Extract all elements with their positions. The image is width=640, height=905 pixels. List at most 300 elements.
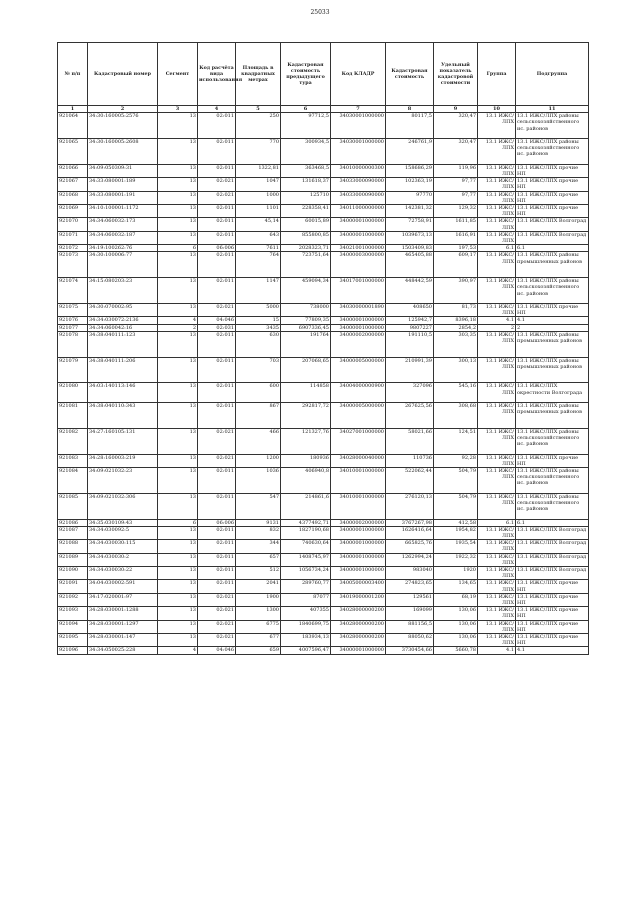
row-number-cell: 921064 — [58, 113, 88, 139]
table-row — [58, 468, 589, 494]
column-header: Удельный показатель кадастровой стоимости — [434, 43, 478, 106]
segment-cell: 13 — [158, 454, 198, 467]
kladr-code-cell: 34027001000000 — [331, 428, 386, 454]
cadastral-number-cell: 34:30:160005:2576 — [88, 113, 158, 139]
table-row — [58, 324, 589, 331]
cadastral-cost-cell: 267625,56 — [386, 403, 434, 429]
row-number-cell: 921082 — [58, 428, 88, 454]
kladr-code-cell: 34000001000000 — [331, 324, 386, 331]
previous-cost-cell: 97712,5 — [281, 113, 331, 139]
kladr-code-cell: 34000001000000 — [331, 647, 386, 654]
cadastral-number-cell: 34:38:040111:206 — [88, 357, 158, 383]
table-row — [58, 191, 589, 204]
group-cell: 13.1 ИЖС/ЛПХ — [478, 454, 516, 467]
usage-code-cell: 02:011 — [198, 331, 236, 357]
usage-code-cell: 02:021 — [198, 178, 236, 191]
kladr-code-cell: 34011000000000 — [331, 205, 386, 218]
table-row — [58, 164, 589, 177]
cadastral-number-cell: 34:34:060032:187 — [88, 231, 158, 244]
specific-cost-cell: 68,19 — [434, 593, 478, 606]
subgroup-cell: 4.1 — [516, 317, 589, 324]
subgroup-cell: 13.1 ИЖС/ЛПХ районы сельскохозяйственного ис. районов — [516, 468, 589, 494]
row-number-cell: 921084 — [58, 468, 88, 494]
area-cell: 2041 — [236, 580, 281, 593]
group-cell: 13.1 ИЖС/ЛПХ — [478, 164, 516, 177]
segment-cell: 13 — [158, 468, 198, 494]
previous-cost-cell: 4007596,47 — [281, 647, 331, 654]
specific-cost-cell: 134,65 — [434, 580, 478, 593]
previous-cost-cell: 292817,72 — [281, 403, 331, 429]
group-cell: 13.1 ИЖС/ЛПХ — [478, 468, 516, 494]
column-number: 5 — [236, 106, 281, 113]
subgroup-cell: 13.1 ИЖС/ЛПХ окрестности Волгограда — [516, 383, 589, 403]
segment-cell: 6 — [158, 245, 198, 252]
previous-cost-cell: 87077 — [281, 593, 331, 606]
cadastral-cost-cell: 522062,44 — [386, 468, 434, 494]
area-cell: 1000 — [236, 191, 281, 204]
table-row — [58, 634, 589, 647]
table-row — [58, 357, 589, 383]
usage-code-cell: 02:031 — [198, 324, 236, 331]
column-number: 4 — [198, 106, 236, 113]
row-number-cell: 921068 — [58, 191, 88, 204]
column-header: Код КЛАДР — [331, 43, 386, 106]
subgroup-cell: 2 — [516, 324, 589, 331]
row-number-cell: 921078 — [58, 331, 88, 357]
cadastral-table — [57, 42, 589, 655]
segment-cell: 13 — [158, 634, 198, 647]
area-cell: 1036 — [236, 468, 281, 494]
table-row — [58, 317, 589, 324]
cadastral-number-cell: 34:33:080001:191 — [88, 191, 158, 204]
table-row — [58, 567, 589, 580]
kladr-code-cell: 34000005000000 — [331, 357, 386, 383]
usage-code-cell: 02:021 — [198, 593, 236, 606]
specific-cost-cell: 300,13 — [434, 357, 478, 383]
usage-code-cell: 04:046 — [198, 647, 236, 654]
row-number-cell: 921067 — [58, 178, 88, 191]
cadastral-number-cell: 34:19:100262:76 — [88, 245, 158, 252]
table-body — [58, 106, 589, 655]
area-cell: 764 — [236, 252, 281, 278]
area-cell: 600 — [236, 383, 281, 403]
table-row — [58, 526, 589, 539]
specific-cost-cell: 412,58 — [434, 519, 478, 526]
usage-code-cell: 02:021 — [198, 634, 236, 647]
usage-code-cell: 02:021 — [198, 607, 236, 620]
specific-cost-cell: 8396,18 — [434, 317, 478, 324]
subgroup-cell: 13.1 ИЖС/ЛПХ районы сельскохозяйственного ис. районов — [516, 113, 589, 139]
area-cell: 630 — [236, 331, 281, 357]
table-row — [58, 493, 589, 519]
previous-cost-cell: 191764 — [281, 331, 331, 357]
table-row — [58, 383, 589, 403]
group-cell: 13.1 ИЖС/ЛПХ — [478, 231, 516, 244]
row-number-cell: 921077 — [58, 324, 88, 331]
row-number-cell: 921088 — [58, 540, 88, 553]
area-cell: 1900 — [236, 593, 281, 606]
kladr-code-cell: 34000001000000 — [331, 231, 386, 244]
subgroup-cell: 13.1 ИЖС/ЛПХ Волгоград — [516, 567, 589, 580]
kladr-code-cell: 34030001000000 — [331, 139, 386, 165]
specific-cost-cell: 504,79 — [434, 493, 478, 519]
cadastral-number-cell: 34:34:060042:16 — [88, 324, 158, 331]
area-cell: 643 — [236, 231, 281, 244]
row-number-cell: 921092 — [58, 593, 88, 606]
cadastral-number-cell: 34:28:030001:1288 — [88, 607, 158, 620]
subgroup-cell: 13.1 ИЖС/ЛПХ районы сельскохозяйственного ис. районов — [516, 428, 589, 454]
group-cell: 13.1 ИЖС/ЛПХ — [478, 357, 516, 383]
specific-cost-cell: 2854,2 — [434, 324, 478, 331]
cadastral-number-cell: 34:38:040110:343 — [88, 403, 158, 429]
usage-code-cell: 02:021 — [198, 620, 236, 633]
row-number-cell: 921074 — [58, 278, 88, 304]
cadastral-cost-cell: 274823,65 — [386, 580, 434, 593]
cadastral-cost-cell: 142381,32 — [386, 205, 434, 218]
specific-cost-cell: 130,06 — [434, 634, 478, 647]
group-cell: 13.1 ИЖС/ЛПХ — [478, 428, 516, 454]
kladr-code-cell: 34028000040000 — [331, 454, 386, 467]
previous-cost-cell: 207068,65 — [281, 357, 331, 383]
kladr-code-cell: 34000002000000 — [331, 331, 386, 357]
cadastral-cost-cell: 125942,7 — [386, 317, 434, 324]
column-number: 2 — [88, 106, 158, 113]
kladr-code-cell: 34021001000000 — [331, 245, 386, 252]
specific-cost-cell: 197,53 — [434, 245, 478, 252]
area-cell: 15 — [236, 317, 281, 324]
previous-cost-cell: 114858 — [281, 383, 331, 403]
kladr-code-cell: 34000005000000 — [331, 403, 386, 429]
usage-code-cell: 02:021 — [198, 454, 236, 467]
area-cell: 1147 — [236, 278, 281, 304]
specific-cost-cell: 1611,85 — [434, 218, 478, 231]
cadastral-cost-cell: 210991,39 — [386, 357, 434, 383]
area-cell: 677 — [236, 634, 281, 647]
previous-cost-cell: 459094,34 — [281, 278, 331, 304]
area-cell: 9131 — [236, 519, 281, 526]
specific-cost-cell: 1954,82 — [434, 526, 478, 539]
specific-cost-cell: 5660,78 — [434, 647, 478, 654]
subgroup-cell: 13.1 ИЖС/ЛПХ районы промышленных районов — [516, 403, 589, 429]
usage-code-cell: 02:011 — [198, 252, 236, 278]
group-cell: 13.1 ИЖС/ЛПХ — [478, 218, 516, 231]
subgroup-cell: 13.1 ИЖС/ЛПХ Волгоград — [516, 540, 589, 553]
subgroup-cell: 4.1 — [516, 647, 589, 654]
group-cell: 13.1 ИЖС/ЛПХ — [478, 593, 516, 606]
cadastral-cost-cell: 881156,5 — [386, 620, 434, 633]
area-cell: 250 — [236, 113, 281, 139]
subgroup-cell: 13.1 ИЖС/ЛПХ Волгоград — [516, 231, 589, 244]
subgroup-cell: 6.1 — [516, 245, 589, 252]
previous-cost-cell: 1827190,68 — [281, 526, 331, 539]
table-row — [58, 403, 589, 429]
cadastral-number-cell: 34:35:030109:43 — [88, 519, 158, 526]
previous-cost-cell: 1056734,24 — [281, 567, 331, 580]
cadastral-cost-cell: 983040 — [386, 567, 434, 580]
area-cell: 703 — [236, 357, 281, 383]
kladr-code-cell: 34010001000000 — [331, 493, 386, 519]
previous-cost-cell: 131618,37 — [281, 178, 331, 191]
subgroup-cell: 13.1 ИЖС/ЛПХ прочие НП — [516, 620, 589, 633]
subgroup-cell: 13.1 ИЖС/ЛПХ прочие НП — [516, 164, 589, 177]
subgroup-cell: 13.1 ИЖС/ЛПХ прочие НП — [516, 178, 589, 191]
specific-cost-cell: 92,28 — [434, 454, 478, 467]
column-number: 9 — [434, 106, 478, 113]
kladr-code-cell: 34030001000000 — [331, 113, 386, 139]
group-cell: 13.1 ИЖС/ЛПХ — [478, 540, 516, 553]
row-number-cell: 921086 — [58, 519, 88, 526]
cadastral-number-cell: 34:30:070002:95 — [88, 304, 158, 317]
previous-cost-cell: 1840699,75 — [281, 620, 331, 633]
usage-code-cell: 02:011 — [198, 580, 236, 593]
segment-cell: 13 — [158, 493, 198, 519]
segment-cell: 13 — [158, 357, 198, 383]
specific-cost-cell: 1920 — [434, 567, 478, 580]
usage-code-cell: 02:011 — [198, 231, 236, 244]
segment-cell: 13 — [158, 593, 198, 606]
segment-cell: 13 — [158, 580, 198, 593]
table-row — [58, 620, 589, 633]
previous-cost-cell: 214861,6 — [281, 493, 331, 519]
cadastral-cost-cell: 327096 — [386, 383, 434, 403]
previous-cost-cell: 723751,64 — [281, 252, 331, 278]
previous-cost-cell: 4377492,71 — [281, 519, 331, 526]
specific-cost-cell: 320,47 — [434, 139, 478, 165]
kladr-code-cell: 34017001000000 — [331, 278, 386, 304]
group-cell: 4.1 — [478, 647, 516, 654]
subgroup-cell: 13.1 ИЖС/ЛПХ Волгоград — [516, 553, 589, 566]
usage-code-cell: 02:011 — [198, 139, 236, 165]
previous-cost-cell: 363468,5 — [281, 164, 331, 177]
usage-code-cell: 02:011 — [198, 278, 236, 304]
cadastral-cost-cell: 9807227 — [386, 324, 434, 331]
kladr-code-cell: 34028000000200 — [331, 607, 386, 620]
area-cell: 1101 — [236, 205, 281, 218]
specific-cost-cell: 97,77 — [434, 178, 478, 191]
specific-cost-cell: 124,51 — [434, 428, 478, 454]
row-number-cell: 921065 — [58, 139, 88, 165]
segment-cell: 13 — [158, 540, 198, 553]
kladr-code-cell: 34004000000900 — [331, 383, 386, 403]
subgroup-cell: 13.1 ИЖС/ЛПХ прочие НП — [516, 304, 589, 317]
cadastral-number-cell: 34:34:060032:173 — [88, 218, 158, 231]
previous-cost-cell: 289760,77 — [281, 580, 331, 593]
usage-code-cell: 02:011 — [198, 357, 236, 383]
kladr-code-cell: 34033000090000 — [331, 191, 386, 204]
column-header: Код расчёта вида использования — [198, 43, 236, 106]
specific-cost-cell: 97,77 — [434, 191, 478, 204]
usage-code-cell: 02:011 — [198, 553, 236, 566]
area-cell: 659 — [236, 647, 281, 654]
column-header: Кадастровая стоимость — [386, 43, 434, 106]
segment-cell: 13 — [158, 218, 198, 231]
segment-cell: 4 — [158, 317, 198, 324]
subgroup-cell: 13.1 ИЖС/ЛПХ прочие НП — [516, 607, 589, 620]
table-row — [58, 245, 589, 252]
cadastral-number-cell: 34:10:100001:1172 — [88, 205, 158, 218]
usage-code-cell: 02:011 — [198, 567, 236, 580]
cadastral-number-cell: 34:34:050025:228 — [88, 647, 158, 654]
group-cell: 2 — [478, 324, 516, 331]
previous-cost-cell: 6907336,45 — [281, 324, 331, 331]
group-cell: 13.1 ИЖС/ЛПХ — [478, 580, 516, 593]
cadastral-number-cell: 34:30:100006:77 — [88, 252, 158, 278]
column-number-row — [58, 106, 589, 113]
kladr-code-cell: 34000001000000 — [331, 218, 386, 231]
subgroup-cell: 13.1 ИЖС/ЛПХ районы промышленных районов — [516, 357, 589, 383]
cadastral-number-cell: 34:28:160003:219 — [88, 454, 158, 467]
kladr-code-cell: 34005000003400 — [331, 580, 386, 593]
specific-cost-cell: 320,47 — [434, 113, 478, 139]
row-number-cell: 921073 — [58, 252, 88, 278]
subgroup-cell: 13.1 ИЖС/ЛПХ прочие НП — [516, 191, 589, 204]
kladr-code-cell: 34028000000200 — [331, 634, 386, 647]
kladr-code-cell: 34000002000000 — [331, 519, 386, 526]
usage-code-cell: 04:046 — [198, 317, 236, 324]
previous-cost-cell: 738000 — [281, 304, 331, 317]
cadastral-cost-cell: 158686,29 — [386, 164, 434, 177]
specific-cost-cell: 545,16 — [434, 383, 478, 403]
usage-code-cell: 02:011 — [198, 383, 236, 403]
subgroup-cell: 13.1 ИЖС/ЛПХ районы промышленных районов — [516, 252, 589, 278]
segment-cell: 13 — [158, 331, 198, 357]
group-cell: 13.1 ИЖС/ЛПХ — [478, 634, 516, 647]
area-cell: 770 — [236, 139, 281, 165]
kladr-code-cell: 34010000000300 — [331, 164, 386, 177]
group-cell: 13.1 ИЖС/ЛПХ — [478, 113, 516, 139]
segment-cell: 13 — [158, 205, 198, 218]
cadastral-number-cell: 34:09:021032:306 — [88, 493, 158, 519]
column-number: 6 — [281, 106, 331, 113]
area-cell: 45,14 — [236, 218, 281, 231]
group-cell: 13.1 ИЖС/ЛПХ — [478, 278, 516, 304]
specific-cost-cell: 504,79 — [434, 468, 478, 494]
row-number-cell: 921069 — [58, 205, 88, 218]
segment-cell: 13 — [158, 252, 198, 278]
cadastral-cost-cell: 1626416,64 — [386, 526, 434, 539]
kladr-code-cell: 34033000090000 — [331, 178, 386, 191]
specific-cost-cell: 390,97 — [434, 278, 478, 304]
segment-cell: 13 — [158, 428, 198, 454]
segment-cell: 13 — [158, 191, 198, 204]
column-number: 1 — [58, 106, 88, 113]
group-cell: 13.1 ИЖС/ЛПХ — [478, 383, 516, 403]
group-cell: 13.1 ИЖС/ЛПХ — [478, 607, 516, 620]
row-number-cell: 921094 — [58, 620, 88, 633]
row-number-cell: 921080 — [58, 383, 88, 403]
previous-cost-cell: 407355 — [281, 607, 331, 620]
column-number: 7 — [331, 106, 386, 113]
previous-cost-cell: 121327,76 — [281, 428, 331, 454]
specific-cost-cell: 130,06 — [434, 607, 478, 620]
kladr-code-cell: 34000001000000 — [331, 317, 386, 324]
area-cell: 5000 — [236, 304, 281, 317]
subgroup-cell: 13.1 ИЖС/ЛПХ прочие НП — [516, 454, 589, 467]
cadastral-number-cell: 34:38:040111:123 — [88, 331, 158, 357]
cadastral-number-cell: 34:30:160005:2608 — [88, 139, 158, 165]
cadastral-cost-cell: 97770 — [386, 191, 434, 204]
cadastral-number-cell: 34:09:021032:23 — [88, 468, 158, 494]
group-cell: 13.1 ИЖС/ЛПХ — [478, 331, 516, 357]
subgroup-cell: 13.1 ИЖС/ЛПХ Волгоград — [516, 526, 589, 539]
previous-cost-cell: 2028323,71 — [281, 245, 331, 252]
page-number: 25033 — [310, 9, 330, 16]
area-cell: 1322,81 — [236, 164, 281, 177]
area-cell: 1047 — [236, 178, 281, 191]
cadastral-number-cell: 34:28:030001:147 — [88, 634, 158, 647]
cadastral-cost-cell: 110736 — [386, 454, 434, 467]
row-number-cell: 921081 — [58, 403, 88, 429]
usage-code-cell: 02:021 — [198, 428, 236, 454]
header-row — [58, 43, 589, 106]
cadastral-cost-cell: 58021,66 — [386, 428, 434, 454]
cadastral-cost-cell: 246761,9 — [386, 139, 434, 165]
segment-cell: 13 — [158, 403, 198, 429]
row-number-cell: 921093 — [58, 607, 88, 620]
row-number-cell: 921096 — [58, 647, 88, 654]
table-row — [58, 231, 589, 244]
area-cell: 6775 — [236, 620, 281, 633]
usage-code-cell: 02:011 — [198, 205, 236, 218]
segment-cell: 13 — [158, 178, 198, 191]
usage-code-cell: 02:021 — [198, 191, 236, 204]
segment-cell: 6 — [158, 519, 198, 526]
row-number-cell: 921083 — [58, 454, 88, 467]
row-number-cell: 921091 — [58, 580, 88, 593]
cadastral-number-cell: 34:15:080203:23 — [88, 278, 158, 304]
row-number-cell: 921095 — [58, 634, 88, 647]
column-header: Кадастровая стоимость предыдущего тура — [281, 43, 331, 106]
previous-cost-cell: 1408745,97 — [281, 553, 331, 566]
cadastral-number-cell: 34:03:140113:146 — [88, 383, 158, 403]
group-cell: 13.1 ИЖС/ЛПХ — [478, 493, 516, 519]
table-row — [58, 519, 589, 526]
cadastral-number-cell: 34:34:030030:22 — [88, 567, 158, 580]
cadastral-cost-cell: 72758,91 — [386, 218, 434, 231]
specific-cost-cell: 130,06 — [434, 620, 478, 633]
kladr-code-cell: 34010001000000 — [331, 468, 386, 494]
usage-code-cell: 06:006 — [198, 245, 236, 252]
table-row — [58, 428, 589, 454]
table-row — [58, 580, 589, 593]
row-number-cell: 921089 — [58, 553, 88, 566]
usage-code-cell: 02:011 — [198, 526, 236, 539]
segment-cell: 13 — [158, 567, 198, 580]
kladr-code-cell: 34000003000000 — [331, 252, 386, 278]
cadastral-number-cell: 34:27:160105:131 — [88, 428, 158, 454]
previous-cost-cell: 300934,5 — [281, 139, 331, 165]
group-cell: 13.1 ИЖС/ЛПХ — [478, 178, 516, 191]
area-cell: 547 — [236, 493, 281, 519]
usage-code-cell: 02:011 — [198, 164, 236, 177]
cadastral-cost-cell: 448442,59 — [386, 278, 434, 304]
group-cell: 4.1 — [478, 317, 516, 324]
table-row — [58, 540, 589, 553]
column-header: Сегмент — [158, 43, 198, 106]
column-number: 10 — [478, 106, 516, 113]
segment-cell: 13 — [158, 304, 198, 317]
segment-cell: 13 — [158, 113, 198, 139]
group-cell: 13.1 ИЖС/ЛПХ — [478, 526, 516, 539]
subgroup-cell: 13.1 ИЖС/ЛПХ прочие НП — [516, 593, 589, 606]
cadastral-cost-cell: 191110,5 — [386, 331, 434, 357]
kladr-code-cell: 34030000001890 — [331, 304, 386, 317]
area-cell: 344 — [236, 540, 281, 553]
table-row — [58, 139, 589, 165]
group-cell: 13.1 ИЖС/ЛПХ — [478, 191, 516, 204]
cadastral-number-cell: 34:09:050309:31 — [88, 164, 158, 177]
segment-cell: 13 — [158, 231, 198, 244]
